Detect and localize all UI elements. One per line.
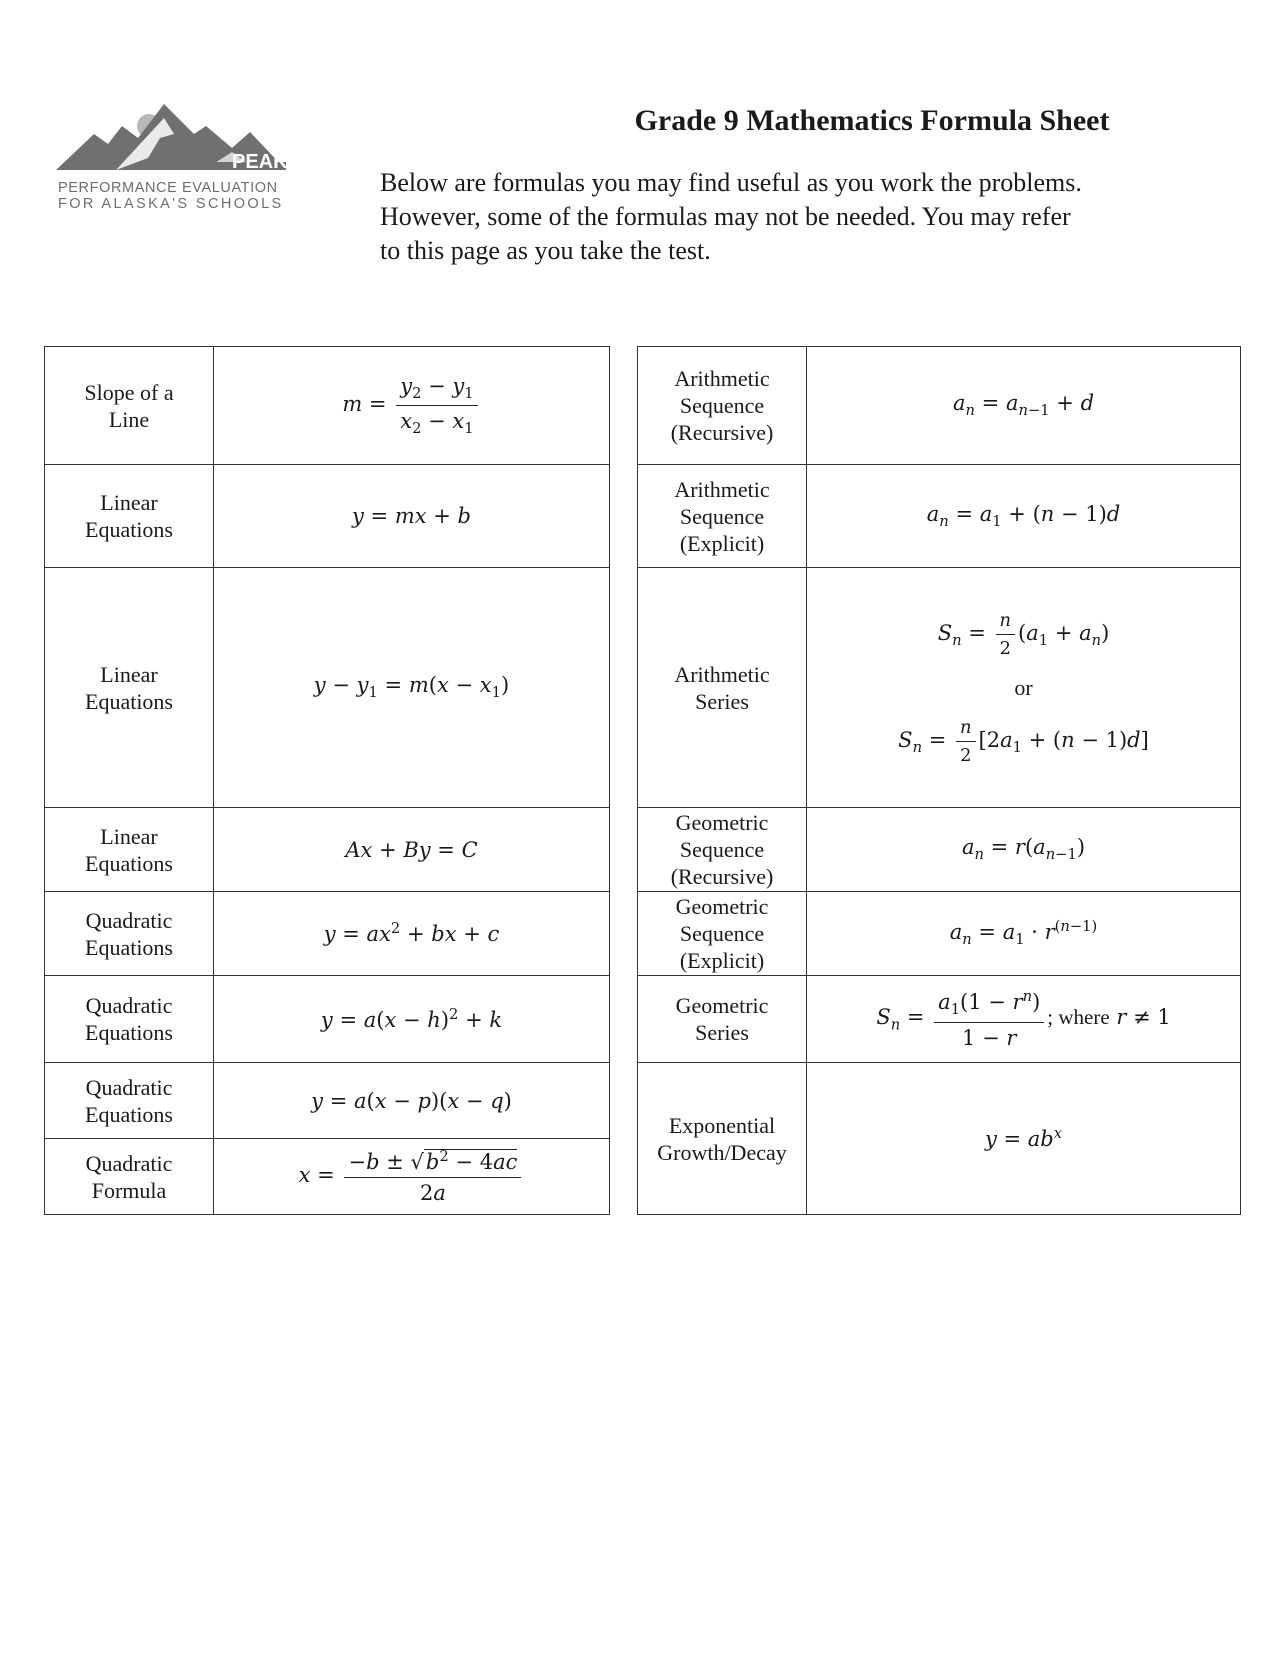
- intro-line-3: to this page as you take the test.: [380, 236, 711, 265]
- table-row: [638, 892, 1241, 976]
- formula-label: Geometric Series: [638, 976, 807, 1063]
- formula-label: Geometric Sequence (Recursive): [638, 808, 807, 892]
- quadratic-standard-formula: $y = ax^2$ + bx + c: [214, 892, 610, 976]
- formula-label: Linear Equations: [45, 568, 214, 808]
- table-row: [45, 1139, 610, 1215]
- logo-brand: PEAKS: [232, 151, 301, 173]
- formula-label: Arithmetic Sequence (Recursive): [638, 347, 807, 465]
- arithmetic-series-formula: $S_n$ = $\frac{n}{2}$ $(a_1 + a_n)$ or $S_n$ = $\frac{n}{2}$ $[2a_1 + (n - 1)d]$: [807, 568, 1241, 808]
- intro-text: [380, 166, 1180, 268]
- intro-line-2: However, some of the formulas may not be needed. You may refer: [380, 202, 1071, 231]
- quadratic-factored-formula: y = a(x − p)(x − q): [214, 1063, 610, 1139]
- formula-label: Exponential Growth/Decay: [638, 1063, 807, 1215]
- table-row: [45, 808, 610, 892]
- formula-label: Quadratic Equations: [45, 976, 214, 1063]
- logo-line-1: PERFORMANCE EVALUATION: [58, 180, 278, 196]
- formula-label: Arithmetic Sequence (Explicit): [638, 465, 807, 568]
- table-row: [638, 808, 1241, 892]
- geometric-explicit-formula: $a_n = a_1 \cdot r^{(n-1)}$: [807, 892, 1241, 976]
- table-row: [45, 568, 610, 808]
- geometric-series-formula: $S_n$ = $\frac{a_1(1 - r^n)}{1 - r}$ ; where r ≠ 1: [807, 976, 1241, 1063]
- arithmetic-recursive-formula: $a_n = a_{n-1} + d$: [807, 347, 1241, 465]
- table-row: [45, 1063, 610, 1139]
- table-row: [45, 976, 610, 1063]
- formula-label: Quadratic Formula: [45, 1139, 214, 1215]
- standard-form-formula: Ax + By = C: [214, 808, 610, 892]
- page-title: Grade 9 Mathematics Formula Sheet: [634, 104, 1110, 137]
- left-formula-table: [44, 346, 610, 1215]
- table-row: [638, 347, 1241, 465]
- formula-label: Linear Equations: [45, 465, 214, 568]
- table-row: [45, 465, 610, 568]
- formula-label: Quadratic Equations: [45, 1063, 214, 1139]
- arithmetic-explicit-formula: $a_n = a_1 + (n - 1)d$: [807, 465, 1241, 568]
- intro-line-1: Below are formulas you may find useful as you work the problems.: [380, 168, 1082, 197]
- formula-label: Geometric Sequence (Explicit): [638, 892, 807, 976]
- exponential-formula: $y = ab^x$: [807, 1063, 1241, 1215]
- formula-label: Slope of a Line: [45, 347, 214, 465]
- table-row: [638, 976, 1241, 1063]
- table-row: [638, 465, 1241, 568]
- right-formula-table: [637, 346, 1241, 1215]
- where-text: ; where: [1047, 1005, 1110, 1030]
- or-text: or: [1014, 674, 1033, 700]
- geometric-recursive-formula: $a_n = r(a_{n-1})$: [807, 808, 1241, 892]
- quadratic-vertex-formula: $y = a(x - h)^2 + k$: [214, 976, 610, 1063]
- table-row: [45, 892, 610, 976]
- quadratic-formula: x = $\frac{-b \pm √b^2 - 4ac}{2a}$: [214, 1139, 610, 1215]
- table-row: [638, 568, 1241, 808]
- formula-label: Quadratic Equations: [45, 892, 214, 976]
- formula-label: Linear Equations: [45, 808, 214, 892]
- slope-formula: m = $\frac{y_2 - y_1}{x_2 - x_1}$: [214, 347, 610, 465]
- slope-intercept-formula: y = mx + b: [214, 465, 610, 568]
- logo-line-2: FOR ALASKA'S SCHOOLS: [58, 196, 284, 212]
- table-row: [638, 1063, 1241, 1215]
- point-slope-formula: $y - y_1 = m(x - x_1)$: [214, 568, 610, 808]
- formula-label: Arithmetic Series: [638, 568, 807, 808]
- table-row: [45, 347, 610, 465]
